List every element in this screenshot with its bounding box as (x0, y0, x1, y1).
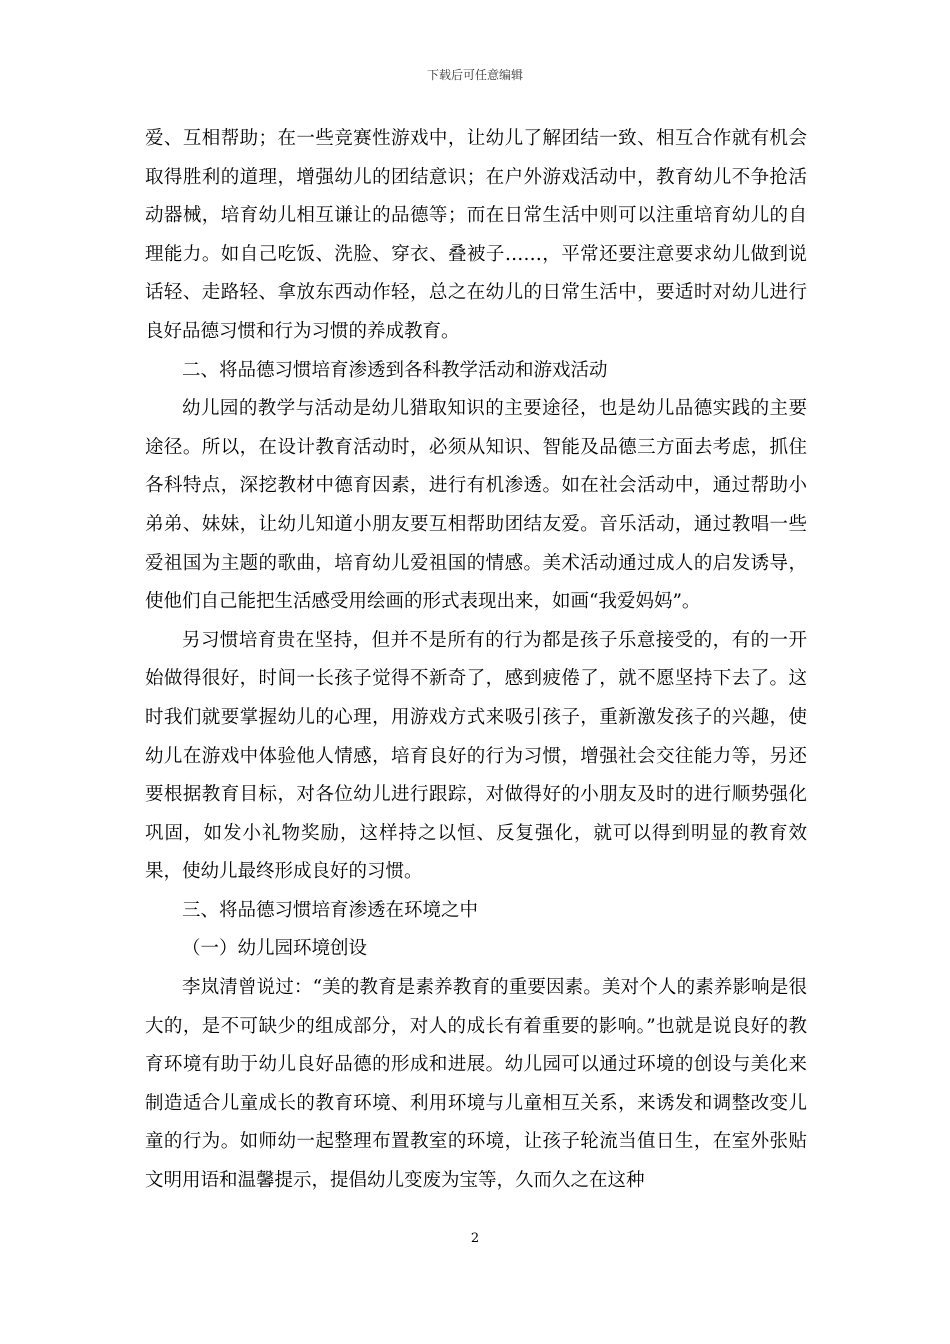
paragraph-environment: 李岚清曾说过：“美的教育是素养教育的重要因素。美对个人的素养影响是很大的，是不可缺少的组成部分，对人的成长有着重要的影响。”也就是说良好的教育环境有助于幼儿良好品德的形成和进展。幼儿园可以通过环境的创设与美化来制造适合儿童成长的教育环境、利用环境与儿童相互关系，来诱发和调整改变儿童的行为。如师幼一起整理布置教室的环境，让孩子轮流当值日生，在室外张贴文明用语和温馨提示，提倡幼儿变废为宝等，久而久之在这种 (145, 977, 807, 1192)
subsection-heading-1: （一）幼儿园环境创设 (182, 938, 368, 960)
paragraph-continuation: 爱、互相帮助；在一些竞赛性游戏中，让幼儿了解团结一致、相互合作就有机会取得胜利的道理，增强幼儿的团结意识；在户外游戏活动中，教育幼儿不争抢活动器械，培育幼儿相互谦让的品德等；而在日常生活中则可以注重培育幼儿的自理能力。如自己吃饭、洗脸、穿衣、叠被子……，平常还要注意要求幼儿做到说话轻、走路轻、拿放东西动作轻，总之在幼儿的日常生活中，要适时对幼儿进行良好品德习惯和行为习惯的养成教育。 (145, 128, 807, 342)
page-header: 下载后可任意编辑 (426, 68, 523, 82)
document-body (145, 120, 807, 1201)
section-heading-3: 三、将品德习惯培育渗透在环境之中 (182, 899, 479, 921)
page-number: 2 (470, 1231, 480, 1246)
paragraph-persistence: 另习惯培育贵在坚持，但并不是所有的行为都是孩子乐意接受的，有的一开始做得很好，时间一长孩子觉得不新奇了，感到疲倦了，就不愿坚持下去了。这时我们就要掌握幼儿的心理，用游戏方式来吸引孩子，重新激发孩子的兴趣，使幼儿在游戏中体验他人情感，培育良好的行为习惯，增强社会交往能力等，另还要根据教育目标，对各位幼儿进行跟踪，对做得好的小朋友及时的进行顺势强化巩固，如发小礼物奖励，这样持之以恒、反复强化，就可以得到明显的教育效果，使幼儿最终形成良好的习惯。 (145, 629, 807, 883)
section-heading-2: 二、将品德习惯培育渗透到各科教学活动和游戏活动 (182, 359, 608, 381)
paragraph-teaching-activities: 幼儿园的教学与活动是幼儿猎取知识的主要途径，也是幼儿品德实践的主要途径。所以，在设计教育活动时，必须从知识、智能及品德三方面去考虑，抓住各科特点，深挖教材中德育因素，进行有机渗透。如在社会活动中，通过帮助小弟弟、妹妹，让幼儿知道小朋友要互相帮助团结友爱。音乐活动，通过教唱一些爱祖国为主题的歌曲，培育幼儿爱祖国的情感。美术活动通过成人的启发诱导，使他们自己能把生活感受用绘画的形式表现出来，如画“我爱妈妈”。 (145, 398, 807, 613)
